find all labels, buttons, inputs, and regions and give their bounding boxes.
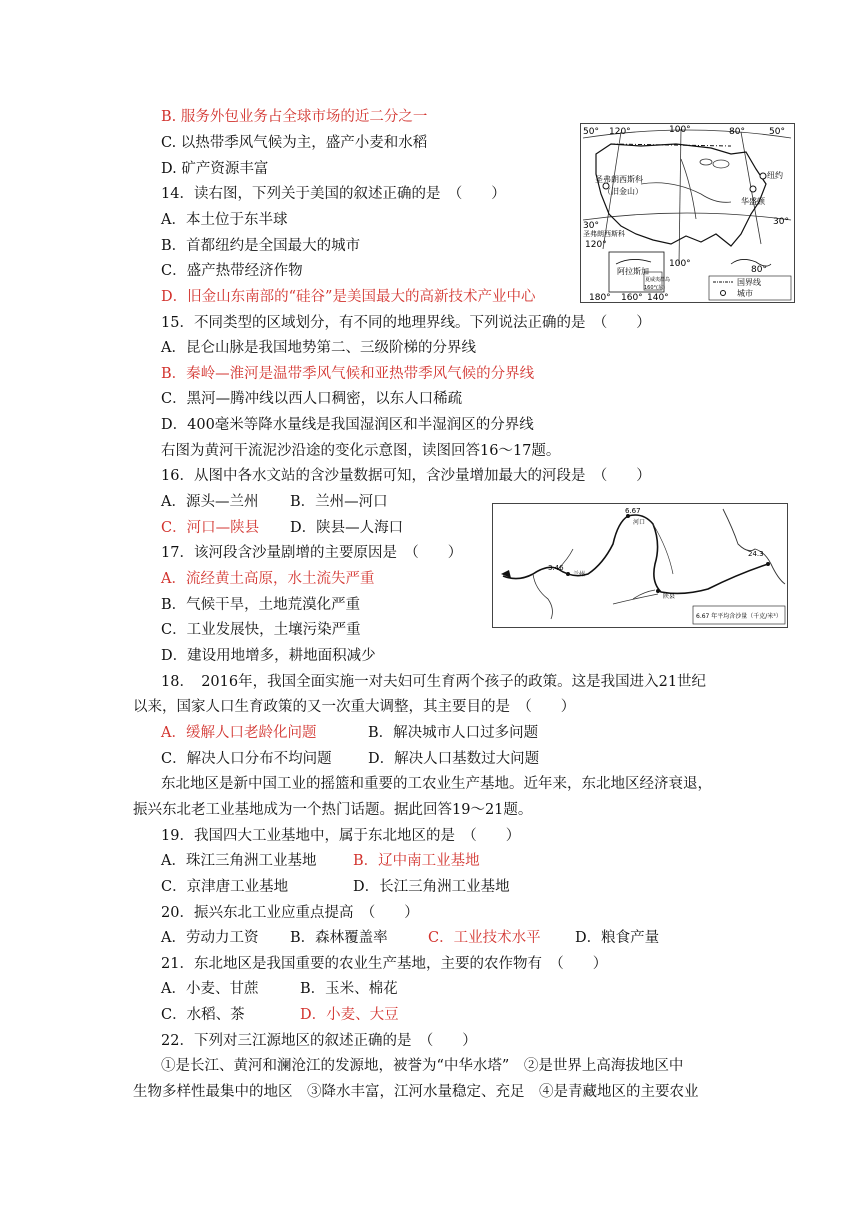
lat-label: 30° <box>583 221 599 231</box>
lat-label: 50° <box>769 127 785 137</box>
option-16a: A．源头—兰州 <box>161 494 259 510</box>
option-14b: B．首都纽约是全国最大的城市 <box>161 238 361 254</box>
option-20b: B．森林覆盖率 <box>290 930 388 946</box>
option-17a: A．流经黄土高原，水土流失严重 <box>161 571 375 587</box>
option-18b: B．解决城市人口过多问题 <box>368 725 539 741</box>
usa-map-figure <box>580 123 795 303</box>
option-13b: B. 服务外包业务占全球市场的近二分之一 <box>161 109 428 125</box>
option-14c: C．盛产热带经济作物 <box>161 263 303 279</box>
city-label-sf-alt: （旧金山） <box>603 187 643 196</box>
lon-label: 100° <box>669 259 691 269</box>
option-21c: C．水稻、茶 <box>161 1007 245 1023</box>
option-17d: D．建设用地增多，耕地面积减少 <box>161 648 376 664</box>
option-16b: B．兰州—河口 <box>290 494 388 510</box>
option-15b: B．秦岭—淮河是温带季风气候和亚热带季风气候的分界线 <box>161 366 535 382</box>
question-18-line1: 18． 2016年，我国全面实施一对夫妇可生育两个孩子的政策。这是我国进入21世纪 <box>161 674 707 690</box>
option-18d: D．解决人口基数过大问题 <box>368 751 540 767</box>
yellow-river-map <box>493 504 787 627</box>
lon-label: 120° <box>585 240 607 250</box>
option-17b: B．气候干旱，土地荒漠化严重 <box>161 597 361 613</box>
option-20c: C．工业技术水平 <box>428 930 541 946</box>
lon-label: 160° <box>621 293 643 302</box>
lon-label: 80° <box>751 265 767 275</box>
map-legend: 6.67 年平均含沙量（千克/米³） <box>696 613 782 620</box>
lat-label: 50° <box>583 127 599 137</box>
option-21a: A．小麦、甘蔗 <box>161 981 259 997</box>
legend-city: 城市 <box>737 289 753 298</box>
lon-label: 80° <box>729 127 745 137</box>
option-13c: C. 以热带季风气候为主，盛产小麦和水稻 <box>161 135 428 151</box>
option-19a: A．珠江三角洲工业基地 <box>161 853 317 869</box>
option-17c: C．工业发展快，土壤污染严重 <box>161 622 361 638</box>
option-14a: A．本土位于东半球 <box>161 212 288 228</box>
option-19c: C．京津唐工业基地 <box>161 879 289 895</box>
place-label-hawaii: 夏威夷群岛 <box>645 277 671 283</box>
lon-label: 160°(东) <box>644 285 665 291</box>
lon-label: 120° <box>609 127 631 137</box>
option-20a: A．劳动力工资 <box>161 930 259 946</box>
option-21b: B．玉米、棉花 <box>300 981 398 997</box>
option-18c: C．解决人口分布不均问题 <box>161 751 332 767</box>
sediment-value: 6.67 <box>625 507 641 515</box>
question-15: 15．不同类型的区域划分，有不同的地理界线。下列说法正确的是 （ ） <box>161 315 651 331</box>
station-label: 河口 <box>633 519 646 526</box>
stem-19-21-line1: 东北地区是新中国工业的摇篮和重要的工农业生产基地。近年来，东北地区经济衰退， <box>161 776 712 792</box>
option-19b: B．辽中南工业基地 <box>353 853 480 869</box>
lon-label: 100° <box>669 125 691 135</box>
station-label: 兰州 <box>573 571 586 578</box>
option-15d: D．400毫米等降水量线是我国湿润区和半湿润区的分界线 <box>161 417 534 433</box>
option-19d: D．长江三角洲工业基地 <box>353 879 510 895</box>
legend-border: 国界线 <box>737 278 761 287</box>
lon-label: 180° <box>589 293 611 302</box>
option-21d: D．小麦、大豆 <box>300 1007 399 1023</box>
stem-16-17: 右图为黄河干流泥沙沿途的变化示意图，读图回答16～17题。 <box>161 443 561 459</box>
city-label-dc: 华盛顿 <box>741 197 765 206</box>
sediment-value: 3.46 <box>548 564 564 572</box>
question-21: 21．东北地区是我国重要的农业生产基地，主要的农作物有 （ ） <box>161 956 608 972</box>
option-13d: D. 矿产资源丰富 <box>161 161 269 177</box>
question-22: 22．下列对三江源地区的叙述正确的是 （ ） <box>161 1033 477 1049</box>
place-label-alaska: 阿拉斯加 <box>617 267 649 276</box>
question-14: 14．读右图，下列关于美国的叙述正确的是 （ ） <box>161 186 506 202</box>
question-22-stmt-line1: ①是长江、黄河和澜沧江的发源地，被誉为“中华水塔” ②是世界上高海拔地区中 <box>161 1058 684 1074</box>
option-15c: C．黑河—腾冲线以西人口稠密，以东人口稀疏 <box>161 391 463 407</box>
lat-label: 30° <box>773 217 789 227</box>
yellow-river-map-figure <box>492 503 788 628</box>
city-label-sf: 圣弗朗西斯科 <box>595 175 643 184</box>
sediment-value: 24.3 <box>748 550 764 558</box>
question-19: 19．我国四大工业基地中，属于东北地区的是 （ ） <box>161 828 521 844</box>
place-label: 圣弗朗西斯科 <box>583 230 625 238</box>
question-20: 20．振兴东北工业应重点提高 （ ） <box>161 905 419 921</box>
city-label-ny: 纽约 <box>767 171 783 180</box>
stem-19-21-line2: 振兴东北老工业基地成为一个热门话题。据此回答19～21题。 <box>133 802 533 818</box>
question-16: 16．从图中各水文站的含沙量数据可知，含沙量增加最大的河段是 （ ） <box>161 468 651 484</box>
question-17: 17．该河段含沙量剧增的主要原因是 （ ） <box>161 545 463 561</box>
option-20d: D．粮食产量 <box>575 930 660 946</box>
option-16d: D．陕县—人海口 <box>290 520 404 536</box>
station-label: 陕县 <box>663 593 676 600</box>
option-15a: A．昆仑山脉是我国地势第二、三级阶梯的分界线 <box>161 340 476 356</box>
usa-map <box>581 124 794 302</box>
option-14d: D．旧金山东南部的“硅谷”是美国最大的高新技术产业中心 <box>161 289 536 305</box>
option-16c: C．河口—陕县 <box>161 520 260 536</box>
question-22-stmt-line2: 生物多样性最集中的地区 ③降水丰富，江河水量稳定、充足 ④是青藏地区的主要农业 <box>133 1084 699 1100</box>
question-18-line2: 以来，国家人口生育政策的又一次重大调整，其主要目的是 （ ） <box>133 699 576 715</box>
lon-label: 140° <box>647 293 669 302</box>
option-18a: A．缓解人口老龄化问题 <box>161 725 317 741</box>
